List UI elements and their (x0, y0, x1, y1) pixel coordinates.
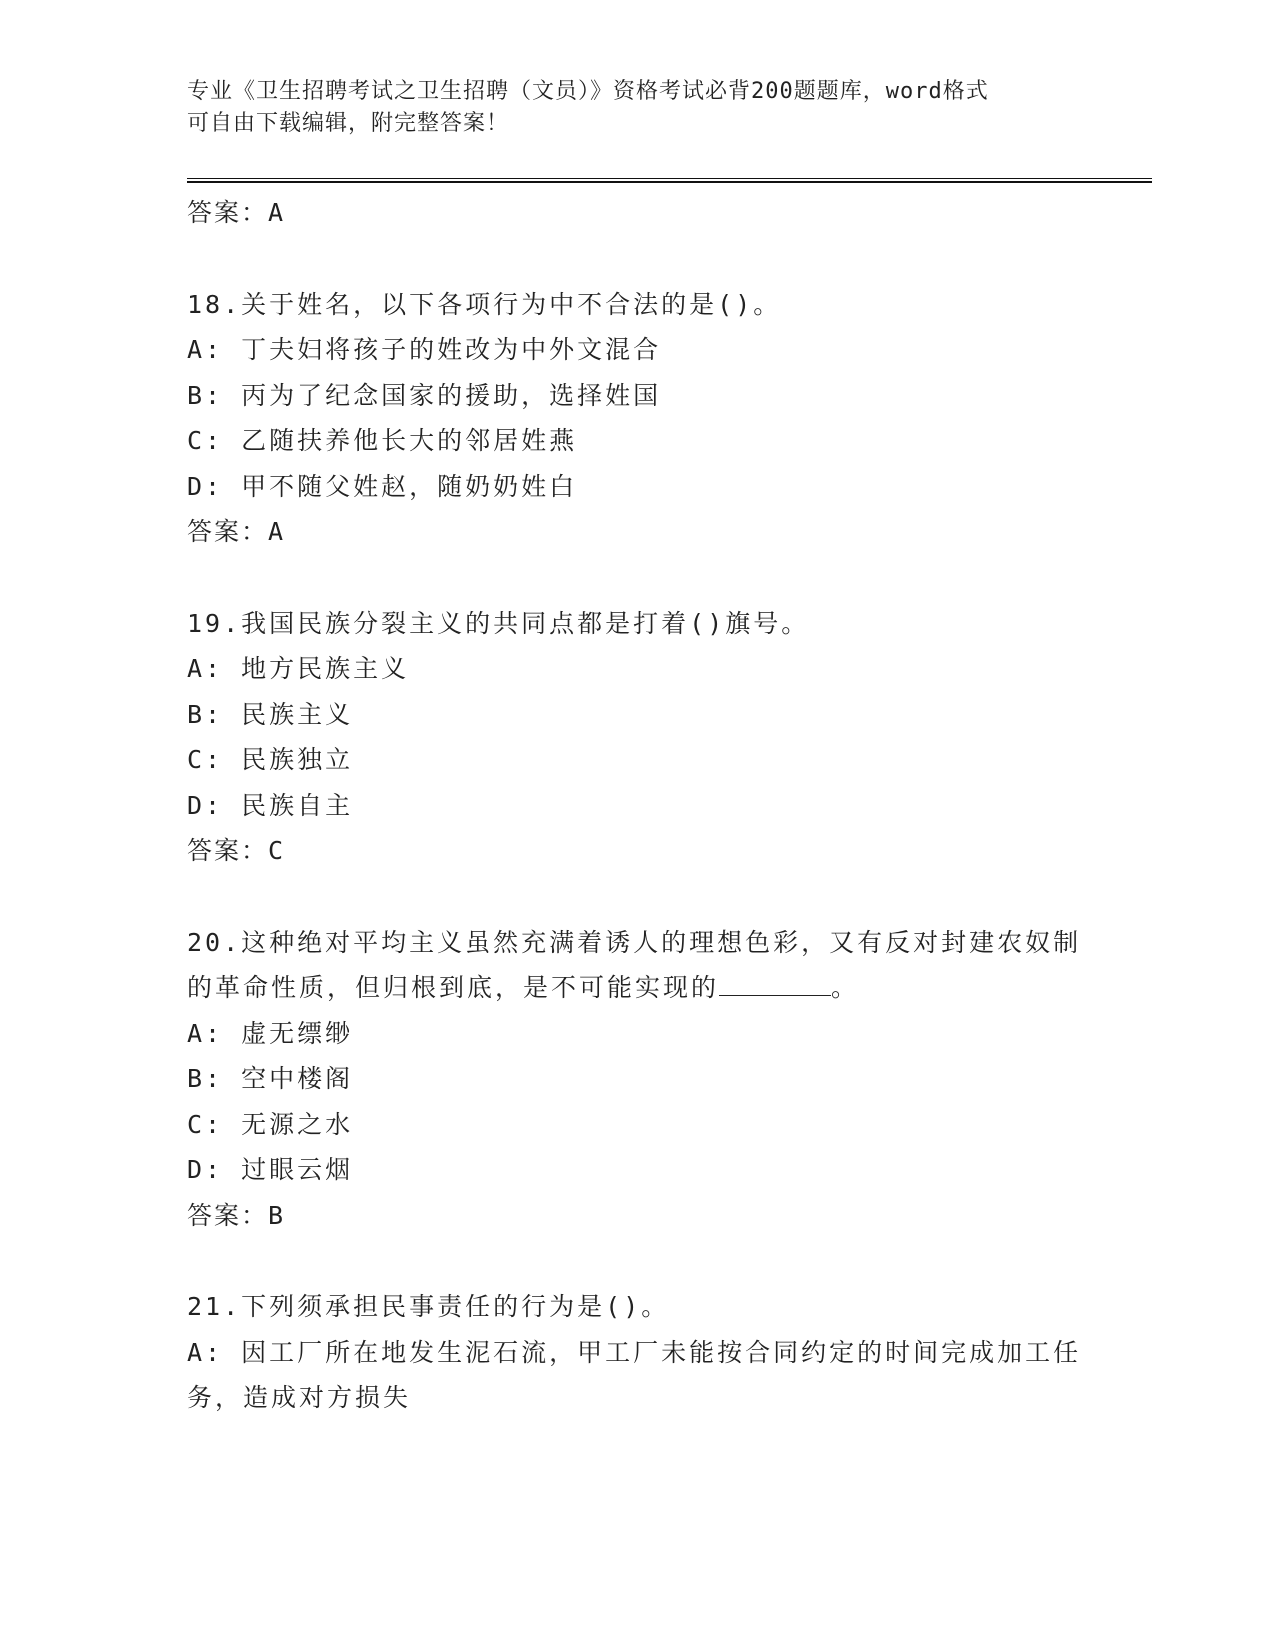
question-stem-end: 。 (831, 973, 860, 1002)
answer-line (187, 1193, 1087, 1239)
option-a: A: 地方民族主义 (187, 654, 410, 683)
spacer (187, 236, 1087, 282)
answer-label: 答案： (187, 1200, 269, 1230)
option-b: B: 民族主义 (187, 699, 354, 729)
option-c: C: 民族独立 (187, 745, 354, 774)
answer-label: 答案： (187, 517, 269, 546)
answer-label: 答案： (187, 198, 269, 227)
option-b: B: 丙为了纪念国家的援助，选择姓国 (187, 380, 662, 410)
question-item (187, 1284, 1087, 1421)
option-d: D: 甲不随父姓赵，随奶奶姓白 (187, 471, 578, 501)
answer-value: B (268, 1200, 286, 1230)
header-title-line-1: 专业《卫生招聘考试之卫生招聘（文员）》资格考试必背200题题库，word格式 (187, 79, 989, 104)
spacer (187, 555, 1087, 601)
option-c: C: 乙随扶养他长大的邻居姓燕 (187, 426, 578, 455)
answer-label: 答案： (187, 836, 269, 865)
question-stem: 19.我国民族分裂主义的共同点都是打着()旗号。 (187, 608, 810, 638)
option-d: D: 民族自主 (187, 790, 354, 820)
spacer (187, 874, 1087, 920)
option-c: C: 无源之水 (187, 1109, 354, 1139)
header-title-line-2: 可自由下载编辑，附完整答案！ (187, 111, 510, 136)
answer-line (187, 509, 1087, 555)
question-stem: 21.下列须承担民事责任的行为是()。 (187, 1292, 670, 1321)
answer-value: A (268, 517, 286, 546)
question-item (187, 920, 1087, 1239)
option-a: A: 丁夫妇将孩子的姓改为中外文混合 (187, 335, 662, 364)
answer-value: A (268, 198, 286, 227)
question-item (187, 282, 1087, 555)
option-a: A: 虚无缥缈 (187, 1018, 354, 1048)
header-divider (187, 178, 1152, 183)
page-header (187, 76, 1067, 140)
option-a: A: 因工厂所在地发生泥石流，甲工厂未能按合同约定的时间完成加工任务，造成对方损失 (187, 1337, 1082, 1412)
question-stem: 18.关于姓名，以下各项行为中不合法的是()。 (187, 289, 782, 319)
option-d: D: 过眼云烟 (187, 1155, 354, 1184)
question-list (187, 190, 1087, 1421)
question-stem-text: 20.这种绝对平均主义虽然充满着诱人的理想色彩，又有反对封建农奴制的革命性质，但归根到底，是不可能实现的 (187, 927, 1082, 1002)
fill-in-blank (719, 969, 831, 996)
option-b: B: 空中楼阁 (187, 1064, 354, 1093)
question-item (187, 601, 1087, 874)
spacer (187, 1238, 1087, 1284)
answer-value: C (268, 836, 286, 865)
answer-line (187, 828, 1087, 874)
question-stem (187, 920, 1087, 1011)
answer-line (187, 190, 1087, 236)
